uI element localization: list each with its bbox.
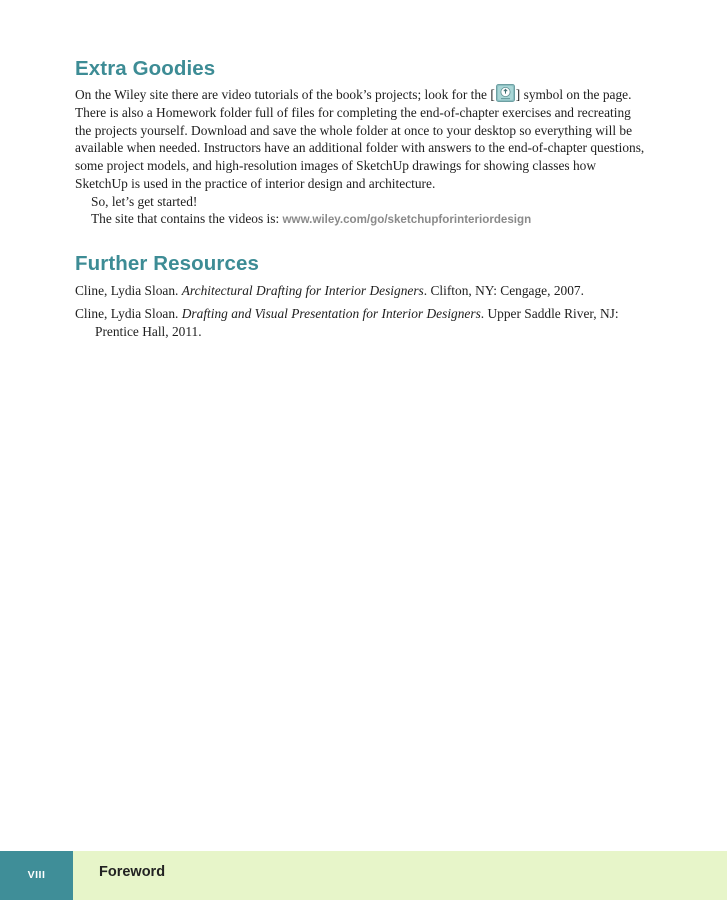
page-content	[75, 56, 645, 345]
video-site-url[interactable]: www.wiley.com/go/sketchupforinteriordesign	[282, 213, 532, 227]
reference-author: Cline, Lydia Sloan.	[75, 283, 182, 298]
paragraph-text-before-icon: On the Wiley site there are video tutorials of the book’s projects; look for the [	[75, 87, 495, 102]
heading-further-resources: Further Resources	[75, 252, 259, 275]
reference-item-1	[75, 282, 645, 300]
reference-item-2	[75, 305, 645, 341]
page-number: VIII	[0, 851, 73, 900]
paragraph-extra-goodies	[75, 84, 645, 193]
reference-publication: . Upper Saddle River, NJ: Prentice Hall, 2011.	[95, 305, 619, 339]
paragraph-video-site	[75, 210, 645, 229]
paragraph-get-started: So, let’s get started!	[91, 193, 198, 209]
paragraph-text-after-icon: ] symbol on the page. There is also a Homework folder full of files for completing the end-of-chapter exercises and recreating the projects yourself. Download and save the whole folder at once to your desktop so everything will be available when needed. Instructors have an additional folder with answers to the end-of-chapter questions, some project models, and high-resolution images of SketchUp drawings for showing classes how SketchUp is used in the practice of interior design and architecture.	[75, 87, 645, 191]
video-tutorial-icon	[496, 84, 515, 102]
reference-title: Drafting and Visual Presentation for Interior Designers	[181, 305, 481, 321]
reference-title: Architectural Drafting for Interior Designers	[181, 283, 424, 298]
reference-author: Cline, Lydia Sloan.	[75, 305, 182, 321]
footer-chapter-title: Foreword	[99, 864, 166, 880]
video-site-text: The site that contains the videos is:	[91, 211, 283, 227]
heading-extra-goodies: Extra Goodies	[75, 57, 216, 80]
reference-publication: . Clifton, NY: Cengage, 2007.	[423, 283, 584, 298]
